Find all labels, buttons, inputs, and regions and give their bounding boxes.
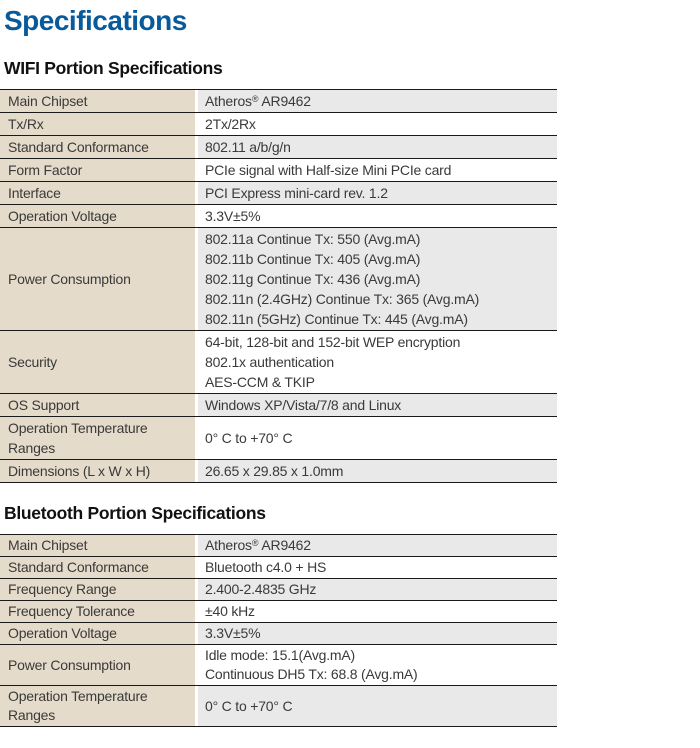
- spec-row: [0, 228, 557, 331]
- section-wifi: [0, 58, 700, 483]
- spec-value-line: Continuous DH5 Tx: 68.8 (Avg.mA): [205, 666, 418, 682]
- spec-label-cell: Power Consumption: [0, 645, 195, 685]
- section-bluetooth: [0, 503, 700, 727]
- spec-value-line: 802.11n (2.4GHz) Continue Tx: 365 (Avg.mA): [205, 291, 480, 307]
- spec-value-line: 3.3V±5%: [205, 625, 261, 641]
- spec-label-cell: Tx/Rx: [0, 113, 195, 135]
- spec-value-line: Bluetooth c4.0 + HS: [205, 559, 327, 575]
- spec-value-line: Idle mode: 15.1(Avg.mA): [205, 647, 355, 663]
- spec-row: [0, 331, 557, 394]
- spec-row: [0, 205, 557, 228]
- spec-row: [0, 601, 557, 623]
- spec-value-line: 802.11n (5GHz) Continue Tx: 445 (Avg.mA): [205, 311, 468, 327]
- spec-label-cell: Operation Temperature Ranges: [0, 686, 195, 726]
- spec-label-cell: Operation Temperature Ranges: [0, 417, 195, 459]
- spec-row: [0, 579, 557, 601]
- spec-row: [0, 136, 557, 159]
- spec-row: [0, 417, 557, 460]
- specifications-page: [0, 6, 700, 727]
- spec-label-cell: Form Factor: [0, 159, 195, 181]
- spec-value-line: 26.65 x 29.85 x 1.0mm: [205, 463, 344, 479]
- spec-value-cell: [198, 113, 557, 135]
- spec-value-line: PCI Express mini-card rev. 1.2: [205, 185, 388, 201]
- spec-row: [0, 623, 557, 645]
- spec-value-line: Atheros® AR9462: [205, 93, 311, 109]
- spec-value-line: Windows XP/Vista/7/8 and Linux: [205, 397, 402, 413]
- spec-value-line: Atheros® AR9462: [205, 537, 311, 553]
- spec-row: [0, 557, 557, 579]
- spec-value-cell: [198, 90, 557, 112]
- spec-label-cell: Frequency Tolerance: [0, 601, 195, 622]
- spec-label-cell: Frequency Range: [0, 579, 195, 600]
- bluetooth-spec-table: [0, 534, 557, 727]
- spec-value-line: PCIe signal with Half-size Mini PCIe card: [205, 162, 452, 178]
- spec-value-cell: [198, 136, 557, 158]
- spec-value-cell: [198, 182, 557, 204]
- spec-value-line: 802.11a Continue Tx: 550 (Avg.mA): [205, 231, 421, 247]
- spec-row: [0, 460, 557, 483]
- page-title: Specifications: [4, 5, 187, 36]
- spec-row: [0, 686, 557, 727]
- spec-label-cell: Main Chipset: [0, 535, 195, 556]
- spec-label-cell: Standard Conformance: [0, 557, 195, 578]
- spec-value-cell: [198, 535, 557, 556]
- spec-value-cell: [198, 460, 557, 482]
- spec-row: [0, 113, 557, 136]
- spec-row: [0, 645, 557, 686]
- spec-value-cell: [198, 601, 557, 622]
- spec-value-cell: [198, 623, 557, 644]
- registered-trademark-symbol: ®: [251, 538, 259, 548]
- spec-row: [0, 394, 557, 417]
- section-heading-wifi: WIFI Portion Specifications: [4, 58, 223, 78]
- spec-label-cell: Security: [0, 331, 195, 393]
- spec-value-line: 2Tx/2Rx: [205, 116, 256, 132]
- spec-label-cell: Power Consumption: [0, 228, 195, 330]
- spec-value-cell: [198, 394, 557, 416]
- spec-value-cell: [198, 331, 557, 393]
- spec-label-cell: Standard Conformance: [0, 136, 195, 158]
- spec-value-cell: [198, 205, 557, 227]
- spec-value-cell: [198, 645, 557, 685]
- wifi-spec-table: [0, 89, 557, 483]
- spec-label-cell: Operation Voltage: [0, 623, 195, 644]
- spec-value-line: 802.11g Continue Tx: 436 (Avg.mA): [205, 271, 421, 287]
- spec-value-cell: [198, 557, 557, 578]
- spec-value-cell: [198, 159, 557, 181]
- spec-label-cell: Interface: [0, 182, 195, 204]
- spec-label-cell: OS Support: [0, 394, 195, 416]
- registered-trademark-symbol: ®: [251, 94, 259, 104]
- spec-label-cell: Main Chipset: [0, 90, 195, 112]
- spec-value-cell: [198, 228, 557, 330]
- section-heading-bluetooth: Bluetooth Portion Specifications: [4, 503, 266, 523]
- spec-row: [0, 90, 557, 113]
- spec-value-cell: [198, 686, 557, 726]
- spec-value-cell: [198, 579, 557, 600]
- spec-value-line: 3.3V±5%: [205, 208, 261, 224]
- spec-row: [0, 535, 557, 557]
- spec-value-line: AES-CCM & TKIP: [205, 374, 315, 390]
- spec-label-cell: Dimensions (L x W x H): [0, 460, 195, 482]
- spec-value-cell: [198, 417, 557, 459]
- spec-value-line: 2.400-2.4835 GHz: [205, 581, 317, 597]
- spec-value-line: 0° C to +70° C: [205, 697, 293, 714]
- spec-row: [0, 159, 557, 182]
- spec-value-line: 802.11b Continue Tx: 405 (Avg.mA): [205, 251, 421, 267]
- spec-value-line: 802.1x authentication: [205, 354, 334, 370]
- spec-value-line: 0° C to +70° C: [205, 430, 293, 446]
- spec-value-line: 802.11 a/b/g/n: [205, 139, 291, 155]
- spec-value-line: ±40 kHz: [205, 603, 255, 619]
- spec-value-line: 64-bit, 128-bit and 152-bit WEP encryption: [205, 334, 461, 350]
- spec-row: [0, 182, 557, 205]
- spec-label-cell: Operation Voltage: [0, 205, 195, 227]
